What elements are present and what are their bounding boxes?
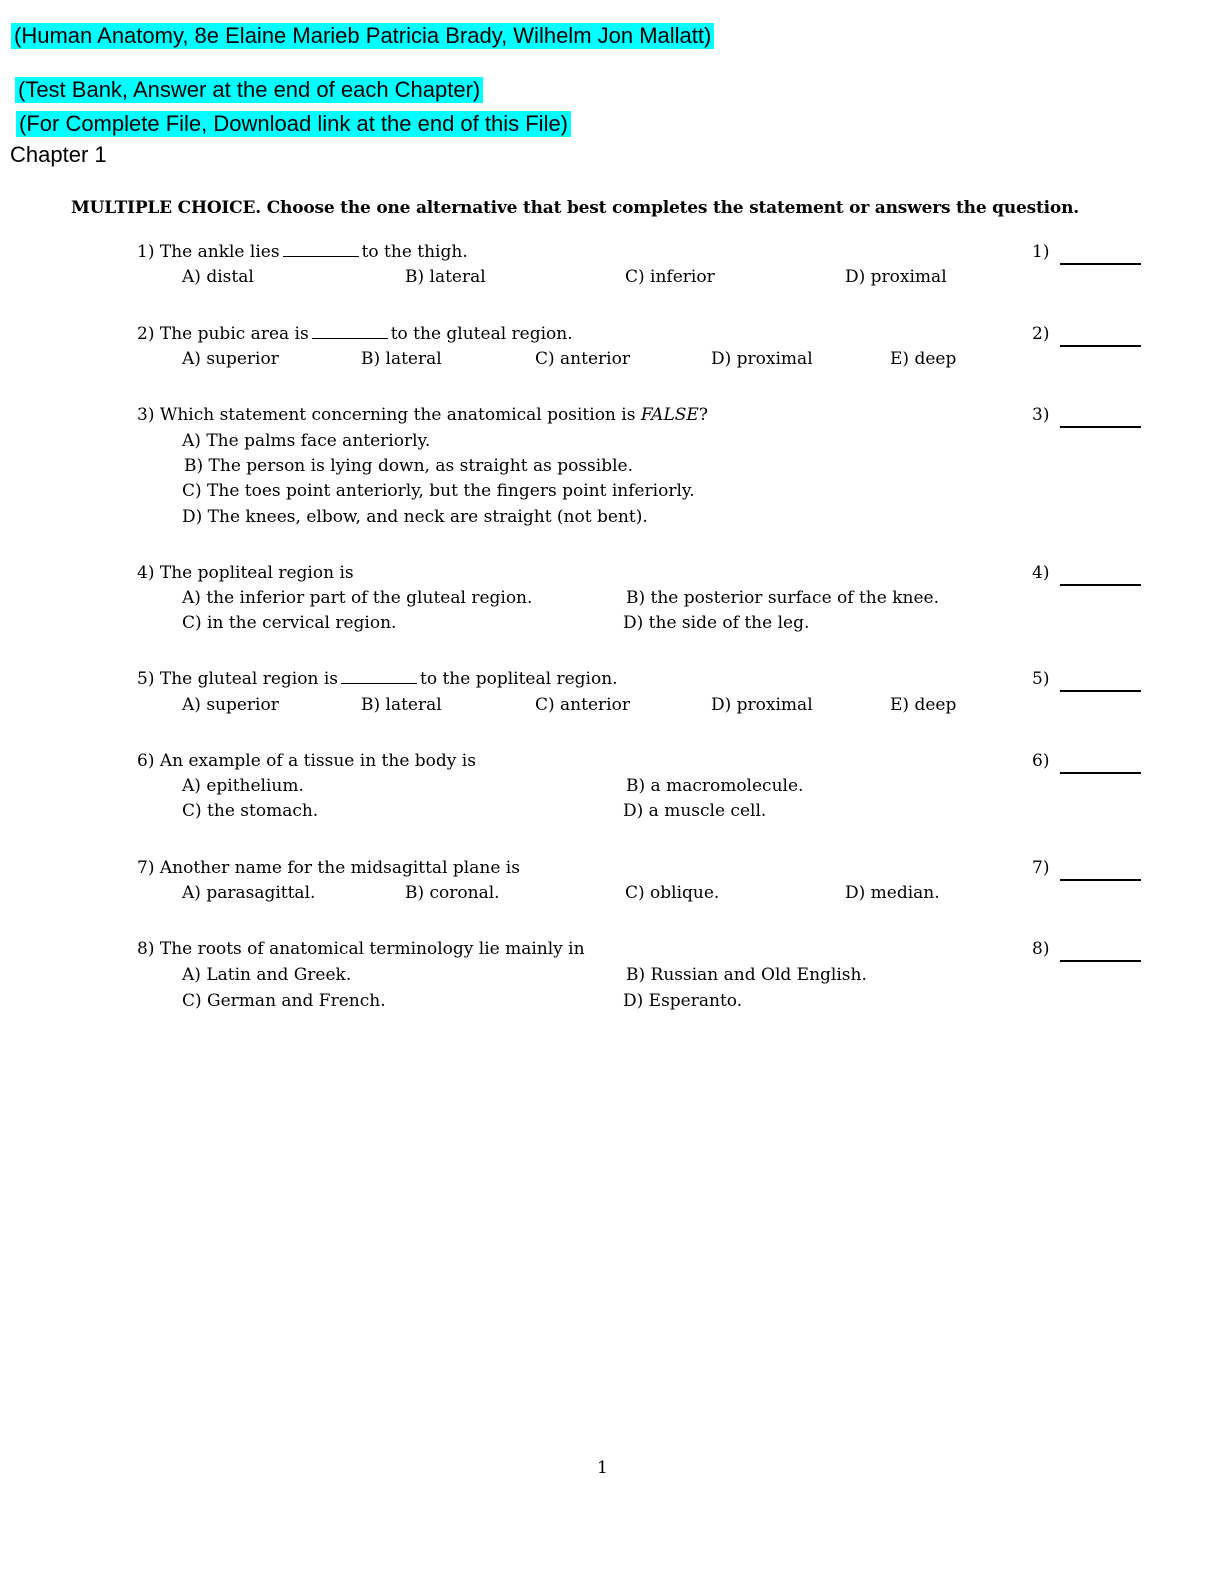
chapter-title: Chapter 1	[10, 142, 107, 167]
answer-number: 8)	[1032, 939, 1050, 959]
option-d: D) proximal	[711, 349, 813, 369]
option-b: B) coronal.	[405, 883, 500, 903]
question-stem: 8) The roots of anatomical terminology lie mainly in	[137, 939, 585, 959]
option-d: D) proximal	[711, 695, 813, 715]
option-c: C) German and French.	[182, 991, 386, 1011]
question-stem: 5) The gluteal region is to the popliteal region.	[137, 669, 618, 689]
question-stem: 6) An example of a tissue in the body is	[137, 751, 476, 771]
fill-blank	[312, 323, 388, 339]
option-d: D) the side of the leg.	[623, 613, 810, 633]
answer-number: 1)	[1032, 242, 1050, 262]
question-stem: 4) The popliteal region is	[137, 563, 354, 583]
question-stem: 3) Which statement concerning the anatomical position is FALSE?	[137, 405, 708, 425]
option-b: B) a macromolecule.	[626, 776, 804, 796]
question-stem: 2) The pubic area is to the gluteal region.	[137, 324, 573, 344]
option-d: D) a muscle cell.	[623, 801, 767, 821]
option-b: B) lateral	[361, 349, 442, 369]
option-d: D) The knees, elbow, and neck are straight (not bent).	[182, 507, 648, 527]
answer-line[interactable]	[1060, 426, 1141, 428]
option-d: D) proximal	[845, 267, 947, 287]
answer-line[interactable]	[1060, 263, 1141, 265]
fill-blank	[283, 241, 359, 257]
option-b: B) Russian and Old English.	[626, 965, 867, 985]
option-a: A) superior	[182, 349, 279, 369]
fill-blank	[341, 668, 417, 684]
option-c: C) in the cervical region.	[182, 613, 397, 633]
header-line-test-bank: (Test Bank, Answer at the end of each Chapter)	[15, 77, 483, 103]
option-b: B) The person is lying down, as straight as possible.	[184, 456, 633, 476]
option-b: B) lateral	[361, 695, 442, 715]
answer-number: 2)	[1032, 324, 1050, 344]
option-a: A) The palms face anteriorly.	[182, 431, 431, 451]
option-c: C) anterior	[535, 349, 630, 369]
header-line-title: (Human Anatomy, 8e Elaine Marieb Patricia Brady, Wilhelm Jon Mallatt)	[11, 23, 714, 49]
option-e: E) deep	[890, 695, 957, 715]
header-line-download: (For Complete File, Download link at the end of this File)	[16, 111, 571, 137]
option-c: C) inferior	[625, 267, 715, 287]
option-a: A) superior	[182, 695, 279, 715]
question-stem: 1) The ankle lies to the thigh.	[137, 242, 468, 262]
option-a: A) Latin and Greek.	[182, 965, 352, 985]
option-c: C) The toes point anteriorly, but the fingers point inferiorly.	[182, 481, 695, 501]
section-instructions: MULTIPLE CHOICE. Choose the one alternative that best completes the statement or answers the question.	[71, 198, 1079, 218]
question-stem: 7) Another name for the midsagittal plane is	[137, 858, 520, 878]
option-a: A) epithelium.	[182, 776, 304, 796]
answer-number: 3)	[1032, 405, 1050, 425]
answer-line[interactable]	[1060, 690, 1141, 692]
option-a: A) the inferior part of the gluteal region.	[182, 588, 533, 608]
answer-number: 6)	[1032, 751, 1050, 771]
option-c: C) anterior	[535, 695, 630, 715]
option-b: B) the posterior surface of the knee.	[626, 588, 939, 608]
answer-line[interactable]	[1060, 772, 1141, 774]
option-d: D) Esperanto.	[623, 991, 743, 1011]
option-e: E) deep	[890, 349, 957, 369]
answer-line[interactable]	[1060, 960, 1141, 962]
answer-number: 5)	[1032, 669, 1050, 689]
option-d: D) median.	[845, 883, 940, 903]
option-c: C) oblique.	[625, 883, 720, 903]
answer-number: 4)	[1032, 563, 1050, 583]
answer-number: 7)	[1032, 858, 1050, 878]
option-c: C) the stomach.	[182, 801, 319, 821]
option-b: B) lateral	[405, 267, 486, 287]
page-number: 1	[597, 1458, 608, 1478]
answer-line[interactable]	[1060, 879, 1141, 881]
option-a: A) distal	[182, 267, 254, 287]
answer-line[interactable]	[1060, 584, 1141, 586]
answer-line[interactable]	[1060, 345, 1141, 347]
option-a: A) parasagittal.	[182, 883, 316, 903]
